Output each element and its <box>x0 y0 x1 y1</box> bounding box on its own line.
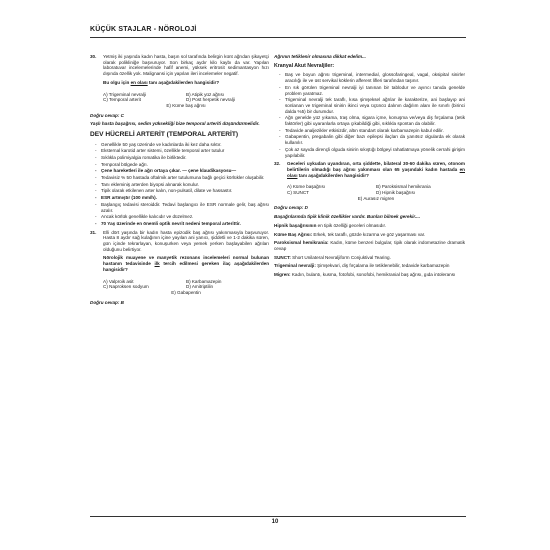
definition: Paroksismal hemikrania: Kadın, küme benzeri bulgular, tipik olarak indometazine dramatik cevap <box>274 240 465 251</box>
page-header <box>90 26 466 42</box>
answer-options <box>103 279 269 296</box>
list-item: - Temporal bölgede ağrı. <box>101 162 269 168</box>
option-b: B) Paroksismal hemikrania <box>376 184 431 190</box>
list-item: - Ağrı genelde yüz yıkama, traş olma, sigara içme, konuşma ve/veya diş fırçalama (tetik faktörler) gibi uyaranlarla ortaya çıkabildiği gibi, sıklıkla spontan da olabilir. <box>285 115 465 126</box>
section-title: DEV HÜCRELİ ARTERİT (TEMPORAL ARTERİT) <box>90 131 239 139</box>
list-item: - Genellikle 50 yaş üzerinde ve kadınlarda iki kez daha sıktır. <box>101 142 269 148</box>
option-d: D) Post herpetik nevralji <box>186 97 235 103</box>
correct-answer: Doğru cevap: C <box>90 112 124 118</box>
section-title: Kranyal Akut Nevraljiler: <box>274 62 335 69</box>
question-stem: Geceleri uykudan uyandıran, orta şiddette, bilateral 30-60 dakika süren, otonom belirtilerin olmadığı baş ağrısı yakınması olan 65 yaşındaki kadın hastada en olası tanı aşağıdakilerden hangisidir? <box>287 161 465 178</box>
left-column <box>90 54 269 308</box>
list-item: - Çene hareketleri ile ağrı ortaya çıkar. — çene klaudikasyosu— <box>101 168 269 174</box>
explanation-note: Yaşlı hasta başağrısı, sedim yüksekliği bize temporal arteriti düşündürmelidir. <box>90 121 260 127</box>
option-c: C) Naproksen sodyum <box>103 284 149 290</box>
footer-rule <box>90 516 466 517</box>
bottom-note: Başağrılarında tipik klinik özellikler vardır. Bunları bilmek gerekir.... <box>274 214 421 220</box>
definition: Hipnik başağrısının en tipik özelliği geceleri olmasıdır. <box>274 222 387 228</box>
list-item: - Eksternal karotid arter sistemi, özellikle temporal arter tutulur <box>101 148 269 154</box>
list-item: - Başlangıç tedavisi steroiddir. Tedavi başlangıcı ile ESR normale gelir, baş ağrısı azalır. <box>101 202 269 213</box>
option-a: A) Valproik asit <box>103 278 134 284</box>
definition: Migren: Kadın, bulantı, kusma, fotofobi, sonofobi, hemikranial baş ağrısı, gıda intoleransı <box>274 272 456 278</box>
list-item: - En sık görülen trigeminal nevralji iyi tanınan bir tablodur ve ayırıcı tanıda genelde problem yaratmaz. <box>285 85 465 96</box>
info-list <box>274 72 465 158</box>
option-a: A) Küme başağrısı <box>287 184 326 190</box>
question-number: 30. <box>90 54 97 59</box>
option-e: E) Küme baş ağrısı <box>166 102 206 108</box>
question-prompt: Nörolojik muayene ve manyetik rezonans incelemeleri normal bulunan hastanın tedavisinde ilk tercih edilmesi gereken ilaç aşağıdakilerden hangisidir? <box>103 255 270 272</box>
list-item: - 70 Yaş üzerinde en önemli optik nevrit nedeni temporal arterittir. <box>101 221 269 227</box>
list-item: - Tanı ekleminiş arterden biyopsi alınarak konulur. <box>101 182 269 188</box>
answer-options <box>287 184 465 201</box>
header-title: KÜÇÜK STAJLAR - NÖROLOJİ <box>90 26 197 33</box>
correct-answer: Doğru cevap: D <box>274 205 308 211</box>
option-e: E) Aurasız migren <box>357 195 395 201</box>
definition: Trigeminal nevralji: Şimşekvari, diş fırçalama ile tetiklenebilir, tedavide karbamazepin <box>274 263 450 269</box>
top-note: Ağrının tetiklenir olmasına dikkat edelim... <box>274 54 366 59</box>
list-item: - Tedavide analjezikler etkisizdir, altın standart olarak karbamazepin kabul edilir. <box>285 128 465 134</box>
list-item: - Gabapentin, pregabalin gibi diğer bazı epilepsi ilaçları da yanıtsız olgularda ek olarak kullanılır. <box>285 134 465 145</box>
question-stem: Yetmiş iki yaşında kadın hasta, başın sol tarafında belirgin künt ağrıdan şikayetçi olarak polikliniğe başvuruyor. Son birkaç aydır kilo kaybı da var. Yapılan laboratuvar incelemelerinde hafif anemi, yüksek eritrosit sedimantasyon hızı dışında özellik yok. Malignansi için yapılan ileri incelemeler negatif. <box>103 54 269 77</box>
option-b: B) Atipik yüz ağrısı <box>186 91 225 97</box>
option-e: E) Gabapentin <box>171 290 201 295</box>
list-item: - Trigeminal nevralji tek taraflı, kısa şimşeksel ağrılar ile karakterize, ani başlayıp ani sonlanan ve trigeminal sinirin ikinci veya üçüncü dalının dağılım alanı ile sınırlı (birinci dalda %5) bir durumdur. <box>285 97 465 114</box>
definition: Küme Baş Ağrısı: Erkek, tek taraflı, gözde kızarma ve göz yaşarması var. <box>274 231 426 237</box>
correct-answer: Doğru cevap: B <box>90 299 124 305</box>
list-item: - Baş ve boyun ağrısı trigeminal, intermedial, glossofaringeal, vagal, oksipital sinirler aracılığı ile ve üst servikal köklerin afferent lifleri tarafından taşınır. <box>285 72 465 83</box>
question-prompt: Bu olgu için en olası tanı aşağıdakilerden hangisidir? <box>103 79 220 85</box>
list-item: - Çok az sayıda dirençli olguda sinirin sıkıştığı bölgeyi rahatlatmaya yönelik cerrahi girişim yapılabilir. <box>285 147 465 158</box>
info-list <box>90 142 269 227</box>
option-d: D) Hipnik başağrısı <box>376 190 416 196</box>
question-31 <box>90 230 269 276</box>
question-number: 32. <box>274 161 281 167</box>
list-item: - ESR artmıştır (100 mm/h). <box>101 195 269 201</box>
answer-options <box>103 92 269 109</box>
list-item: - Tipik olarak etkilenen arter kalın, non-pulsatil, dilate ve hassastır. <box>101 188 269 194</box>
option-a: A) Trigeminal nevralji <box>103 91 146 97</box>
option-c: C) SUNCT <box>287 190 309 196</box>
list-item: - Sıklıkla polimiyalgia romatika ile birliktedir. <box>101 155 269 161</box>
option-c: C) Temporal arterit <box>103 97 141 103</box>
header-rule <box>90 37 466 38</box>
option-d: D) Amitriptilin <box>186 284 214 290</box>
right-column <box>274 54 465 281</box>
question-30 <box>90 54 269 89</box>
list-item: - Ancak körlük genellikle kalıcıdır ve düzelmez. <box>101 214 269 220</box>
question-number: 31. <box>90 229 97 235</box>
option-b: B) Karbamazepin <box>186 278 222 284</box>
question-stem: Elli dört yaşında bir kadın hasta epizodik baş ağrısı yakınmasıyla başvuruyor. Hasta 8 aydır sağ kulağının içine yayılan ani yanıcı, şiddetli ve 1-2 dakika süren, gün içinde tekrarlayan, konuşurken veya yemek yerken başlayabilen ağrıları olduğunu belirtiyor. <box>103 229 269 252</box>
page-number: 10 <box>271 519 279 525</box>
list-item: - Tedavisiz % 50 hastada oftalmik arter tutulumuna bağlı geçici körlükler oluşabilir. <box>101 175 269 181</box>
definition: SUNCT: Short Unilateral Nevraljiform Conjuktival Tearing. <box>274 254 391 260</box>
question-32 <box>274 161 465 181</box>
